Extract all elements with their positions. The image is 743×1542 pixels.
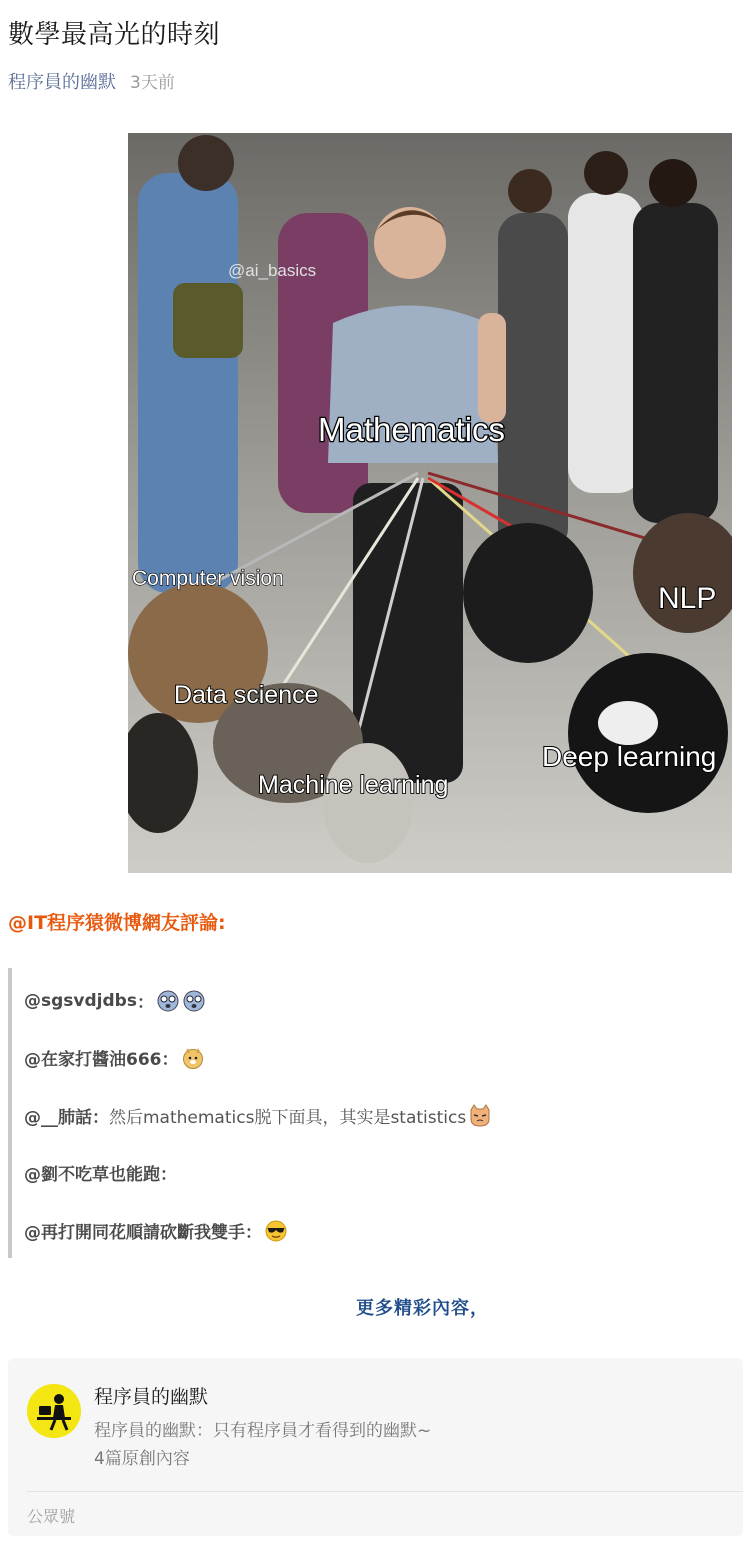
label-nlp: NLP (658, 582, 717, 615)
comment-row (24, 1103, 492, 1128)
account-article-count: 4篇原創內容 (94, 1449, 190, 1469)
comment-user: @sgsvdjdbs (24, 990, 137, 1011)
comment-user: @再打開同花順請砍斷我雙手 (24, 1223, 245, 1243)
programmer-avatar-icon (27, 1384, 81, 1438)
dog-poodle (463, 523, 593, 663)
crowd-left-person (138, 173, 238, 593)
dizzy-face-icon (182, 989, 206, 1013)
comment-row (24, 1045, 205, 1070)
dog-deep-learning-face (598, 701, 658, 745)
crowd-head-3 (508, 169, 552, 213)
comment-user: @__肺話 (24, 1108, 92, 1128)
account-type-label: 公眾號 (27, 1507, 76, 1526)
comments-quote (8, 968, 708, 1258)
crowd-bag (173, 283, 243, 358)
meme-illustration (128, 133, 732, 873)
comment-row (24, 1160, 177, 1185)
account-avatar[interactable] (27, 1384, 81, 1438)
author-link[interactable]: 程序員的幽默 (8, 72, 116, 93)
label-machine-learning: Machine learning (258, 771, 449, 799)
comment-sep: ： (161, 1050, 179, 1070)
meme-image[interactable] (128, 133, 732, 873)
man-legs (353, 483, 463, 783)
publish-time: 3天前 (130, 73, 175, 93)
crowd-head-4 (584, 151, 628, 195)
article-meta (8, 68, 175, 94)
crowd-head-5 (649, 159, 697, 207)
comment-user: @劉不吃草也能跑 (24, 1165, 160, 1185)
label-data-science: Data science (174, 681, 319, 709)
account-description: 程序員的幽默：只有程序員才看得到的幽默~ (94, 1421, 432, 1441)
account-card[interactable] (8, 1358, 743, 1536)
comments-heading: @IT程序猿微博網友評論: (8, 912, 226, 934)
dog-machine-learning (323, 743, 413, 863)
article-title: 數學最高光的時刻 (8, 20, 221, 50)
comment-sep: ： (136, 993, 154, 1013)
man-head (374, 207, 446, 279)
man-arm (478, 313, 506, 423)
account-name: 程序員的幽默 (94, 1386, 209, 1408)
watermark-label: @ai_basics (228, 261, 317, 280)
label-computer-vision: Computer vision (132, 567, 284, 590)
label-deep-learning: Deep learning (542, 741, 717, 772)
more-content-link[interactable]: 更多精彩內容， (356, 1298, 489, 1319)
crowd-person-4 (568, 193, 643, 493)
doge-icon (181, 1046, 205, 1070)
comment-sep: ： (245, 1223, 262, 1243)
comment-row (24, 1218, 288, 1243)
dizzy-face-icon (156, 989, 180, 1013)
comment-row (24, 988, 206, 1013)
crowd-person-3 (498, 213, 568, 553)
comment-text: 然后mathematics脱下面具，其实是statistics (109, 1108, 467, 1128)
comment-sep: ： (92, 1108, 109, 1128)
crowd-person-5 (633, 203, 718, 523)
sunglasses-face-icon (264, 1219, 288, 1243)
label-mathematics: Mathematics (318, 411, 506, 448)
comment-user: @在家打醬油666 (24, 1050, 162, 1070)
crowd-left-head (178, 135, 234, 191)
card-divider (27, 1491, 743, 1492)
cat-face-icon (468, 1104, 492, 1128)
comment-sep: ： (160, 1165, 177, 1185)
